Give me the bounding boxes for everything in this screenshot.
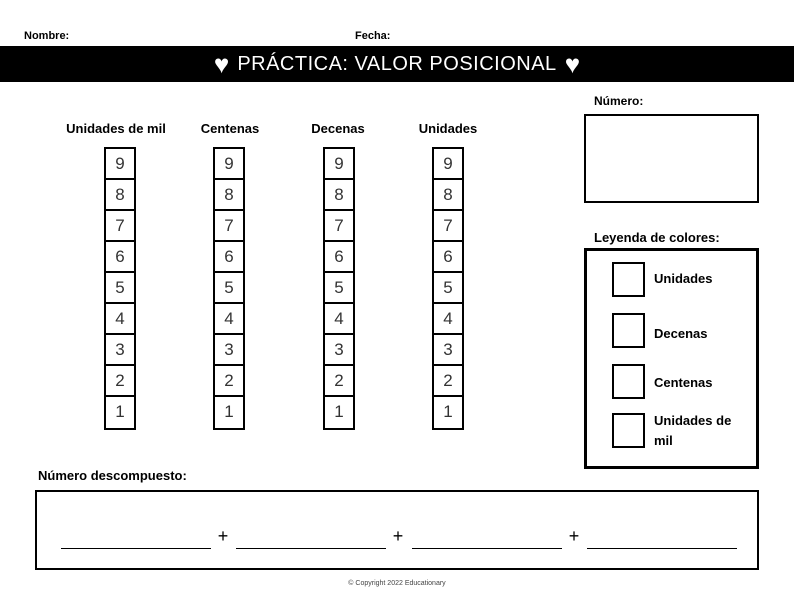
plus-sign: + [217, 526, 229, 546]
legend-swatch-unidades-de-mil[interactable] [612, 413, 645, 448]
digit-cell[interactable]: 1 [224, 402, 234, 421]
digit-column-unidades-de-mil [104, 147, 136, 430]
digit-column-unidades [432, 147, 464, 430]
title-banner [0, 46, 794, 82]
digit-cell[interactable]: 2 [325, 366, 353, 397]
legend-swatch-centenas[interactable] [612, 364, 645, 399]
digit-cell[interactable]: 1 [115, 402, 125, 421]
column-header-unidades: Unidades [418, 121, 478, 136]
decomposition-box [35, 490, 759, 570]
digit-cell[interactable]: 8 [434, 180, 462, 211]
digit-cell[interactable]: 7 [106, 211, 134, 242]
digit-cell[interactable]: 9 [434, 149, 462, 180]
color-legend-box [584, 248, 759, 469]
digit-cell[interactable]: 6 [434, 242, 462, 273]
decomposition-label: Número descompuesto: [38, 468, 187, 483]
legend-swatch-unidades[interactable] [612, 262, 645, 297]
digit-cell[interactable]: 6 [325, 242, 353, 273]
digit-cell[interactable]: 4 [325, 304, 353, 335]
column-header-unidades-de-mil: Unidades de mil [66, 121, 166, 136]
digit-cell[interactable]: 7 [434, 211, 462, 242]
legend-label-unidades: Unidades [654, 271, 713, 286]
copyright-text: © Copyright 2022 Educationary [348, 580, 446, 587]
heart-icon: ♥ [564, 49, 581, 79]
digit-cell[interactable]: 4 [106, 304, 134, 335]
legend-label-centenas: Centenas [654, 375, 713, 390]
digit-cell[interactable]: 8 [215, 180, 243, 211]
column-header-decenas: Decenas [311, 121, 365, 136]
fecha-label: Fecha: [355, 30, 391, 42]
answer-blank[interactable] [412, 548, 562, 549]
numero-answer-box[interactable] [584, 114, 759, 203]
legend-label-decenas: Decenas [654, 326, 708, 341]
digit-column-decenas [323, 147, 355, 430]
digit-cell[interactable]: 4 [215, 304, 243, 335]
legend-label-unidades-de-mil: Unidades de mil [654, 413, 732, 448]
digit-cell[interactable]: 2 [106, 366, 134, 397]
answer-blank[interactable] [236, 548, 386, 549]
digit-cell[interactable]: 2 [215, 366, 243, 397]
answer-blank[interactable] [61, 548, 211, 549]
digit-cell[interactable]: 8 [106, 180, 134, 211]
plus-sign: + [392, 526, 404, 546]
digit-cell[interactable]: 1 [443, 402, 453, 421]
digit-cell[interactable]: 6 [215, 242, 243, 273]
numero-label: Número: [594, 94, 644, 108]
answer-blank[interactable] [587, 548, 737, 549]
digit-column-centenas [213, 147, 245, 430]
digit-cell[interactable]: 9 [325, 149, 353, 180]
digit-cell[interactable]: 1 [334, 402, 344, 421]
digit-cell[interactable]: 5 [215, 273, 243, 304]
digit-cell[interactable]: 3 [434, 335, 462, 366]
page-title: PRÁCTICA: VALOR POSICIONAL [237, 52, 557, 75]
digit-cell[interactable]: 5 [434, 273, 462, 304]
digit-cell[interactable]: 5 [325, 273, 353, 304]
digit-cell[interactable]: 3 [325, 335, 353, 366]
digit-cell[interactable]: 9 [106, 149, 134, 180]
digit-cell[interactable]: 7 [325, 211, 353, 242]
digit-cell[interactable]: 9 [215, 149, 243, 180]
digit-cell[interactable]: 5 [106, 273, 134, 304]
digit-cell[interactable]: 7 [215, 211, 243, 242]
digit-cell[interactable]: 4 [434, 304, 462, 335]
digit-cell[interactable]: 2 [434, 366, 462, 397]
digit-cell[interactable]: 6 [106, 242, 134, 273]
legend-swatch-decenas[interactable] [612, 313, 645, 348]
heart-icon: ♥ [213, 49, 230, 79]
plus-sign: + [568, 526, 580, 546]
nombre-label: Nombre: [24, 30, 70, 42]
digit-cell[interactable]: 3 [106, 335, 134, 366]
legend-title: Leyenda de colores: [594, 230, 720, 245]
digit-cell[interactable]: 8 [325, 180, 353, 211]
column-header-centenas: Centenas [200, 121, 260, 136]
digit-cell[interactable]: 3 [215, 335, 243, 366]
